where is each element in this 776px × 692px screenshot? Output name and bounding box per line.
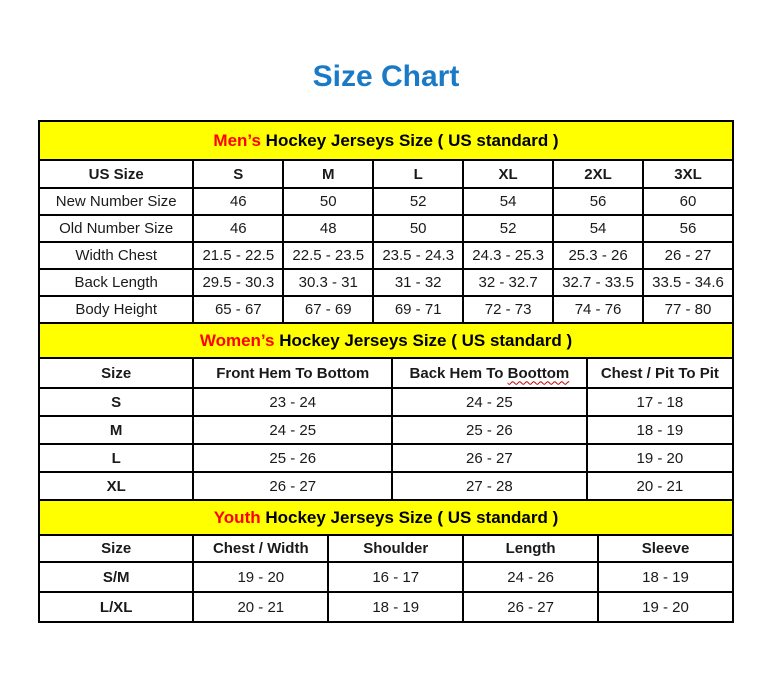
mens-value-cell: 48 xyxy=(283,215,373,242)
mens-value-cell: 50 xyxy=(283,188,373,215)
mens-value-cell: 29.5 - 30.3 xyxy=(193,269,283,296)
womens-row-label: L xyxy=(39,444,193,472)
youth-value-cell: 19 - 20 xyxy=(193,562,328,592)
mens-value-cell: 60 xyxy=(643,188,733,215)
mens-table-row xyxy=(39,188,733,215)
youth-value-cell: 24 - 26 xyxy=(463,562,598,592)
mens-header-cell: M xyxy=(283,160,373,188)
section-youth xyxy=(38,499,734,623)
youth-value-cell: 18 - 19 xyxy=(328,592,463,622)
mens-header-cell: US Size xyxy=(39,160,193,188)
mens-value-cell: 46 xyxy=(193,188,283,215)
youth-banner xyxy=(38,499,734,536)
womens-table-row xyxy=(39,444,733,472)
womens-row-label: S xyxy=(39,388,193,416)
mens-value-cell: 69 - 71 xyxy=(373,296,463,323)
youth-table xyxy=(38,534,734,623)
mens-header-cell: 3XL xyxy=(643,160,733,188)
youth-header-cell: Chest / Width xyxy=(193,535,328,562)
mens-value-cell: 46 xyxy=(193,215,283,242)
mens-table-row xyxy=(39,269,733,296)
mens-value-cell: 72 - 73 xyxy=(463,296,553,323)
misspelled-word: Boottom xyxy=(507,364,570,382)
youth-table-row xyxy=(39,562,733,592)
youth-header-row xyxy=(39,535,733,562)
mens-header-cell: S xyxy=(193,160,283,188)
section-womens xyxy=(38,322,734,501)
mens-value-cell: 56 xyxy=(643,215,733,242)
womens-value-cell: 23 - 24 xyxy=(193,388,392,416)
youth-value-cell: 26 - 27 xyxy=(463,592,598,622)
womens-header-cell: Front Hem To Bottom xyxy=(193,358,392,388)
youth-row-label: S/M xyxy=(39,562,193,592)
mens-value-cell: 21.5 - 22.5 xyxy=(193,242,283,269)
mens-value-cell: 23.5 - 24.3 xyxy=(373,242,463,269)
womens-value-cell: 26 - 27 xyxy=(193,472,392,500)
mens-value-cell: 77 - 80 xyxy=(643,296,733,323)
mens-value-cell: 50 xyxy=(373,215,463,242)
womens-value-cell: 17 - 18 xyxy=(587,388,733,416)
mens-table-row xyxy=(39,242,733,269)
youth-row-label: L/XL xyxy=(39,592,193,622)
mens-value-cell: 52 xyxy=(373,188,463,215)
mens-value-cell: 33.5 - 34.6 xyxy=(643,269,733,296)
youth-banner-highlight: Youth xyxy=(213,508,261,527)
mens-value-cell: 26 - 27 xyxy=(643,242,733,269)
mens-value-cell: 52 xyxy=(463,215,553,242)
section-mens xyxy=(38,120,734,324)
mens-value-cell: 25.3 - 26 xyxy=(553,242,643,269)
womens-banner-text: Hockey Jerseys Size ( US standard ) xyxy=(274,331,573,350)
womens-table-row xyxy=(39,388,733,416)
size-chart xyxy=(38,120,734,623)
mens-value-cell: 31 - 32 xyxy=(373,269,463,296)
mens-value-cell: 22.5 - 23.5 xyxy=(283,242,373,269)
youth-header-cell: Size xyxy=(39,535,193,562)
mens-header-cell: 2XL xyxy=(553,160,643,188)
mens-row-label: Back Length xyxy=(39,269,193,296)
youth-value-cell: 20 - 21 xyxy=(193,592,328,622)
mens-row-label: Old Number Size xyxy=(39,215,193,242)
page-title: Size Chart xyxy=(312,60,460,93)
mens-banner-text: Hockey Jerseys Size ( US standard ) xyxy=(260,131,559,150)
womens-value-cell: 27 - 28 xyxy=(392,472,587,500)
mens-banner-highlight: Men’s xyxy=(213,131,261,150)
mens-value-cell: 32.7 - 33.5 xyxy=(553,269,643,296)
womens-value-cell: 26 - 27 xyxy=(392,444,587,472)
mens-table-row xyxy=(39,296,733,323)
womens-table-row xyxy=(39,416,733,444)
womens-value-cell: 25 - 26 xyxy=(392,416,587,444)
youth-table-row xyxy=(39,592,733,622)
youth-banner-text: Hockey Jerseys Size ( US standard ) xyxy=(260,508,559,527)
mens-value-cell: 56 xyxy=(553,188,643,215)
mens-header-row xyxy=(39,160,733,188)
mens-row-label: Width Chest xyxy=(39,242,193,269)
womens-row-label: XL xyxy=(39,472,193,500)
womens-value-cell: 24 - 25 xyxy=(392,388,587,416)
mens-header-cell: XL xyxy=(463,160,553,188)
womens-header-cell: Chest / Pit To Pit xyxy=(587,358,733,388)
youth-value-cell: 18 - 19 xyxy=(598,562,733,592)
womens-value-cell: 18 - 19 xyxy=(587,416,733,444)
mens-value-cell: 74 - 76 xyxy=(553,296,643,323)
womens-header-cell: Back Hem To Boottom xyxy=(392,358,587,388)
mens-banner xyxy=(38,120,734,161)
youth-value-cell: 16 - 17 xyxy=(328,562,463,592)
mens-table xyxy=(38,159,734,324)
mens-value-cell: 54 xyxy=(553,215,643,242)
mens-value-cell: 30.3 - 31 xyxy=(283,269,373,296)
womens-banner-highlight: Women’s xyxy=(199,331,275,350)
youth-header-cell: Shoulder xyxy=(328,535,463,562)
womens-header-cell: Size xyxy=(39,358,193,388)
mens-value-cell: 24.3 - 25.3 xyxy=(463,242,553,269)
womens-banner xyxy=(38,322,734,359)
mens-table-row xyxy=(39,215,733,242)
womens-header-row xyxy=(39,358,733,388)
womens-row-label: M xyxy=(39,416,193,444)
mens-row-label: Body Height xyxy=(39,296,193,323)
youth-header-cell: Sleeve xyxy=(598,535,733,562)
mens-value-cell: 65 - 67 xyxy=(193,296,283,323)
mens-value-cell: 54 xyxy=(463,188,553,215)
mens-row-label: New Number Size xyxy=(39,188,193,215)
mens-value-cell: 32 - 32.7 xyxy=(463,269,553,296)
womens-value-cell: 19 - 20 xyxy=(587,444,733,472)
womens-value-cell: 24 - 25 xyxy=(193,416,392,444)
mens-value-cell: 67 - 69 xyxy=(283,296,373,323)
womens-value-cell: 25 - 26 xyxy=(193,444,392,472)
youth-header-cell: Length xyxy=(463,535,598,562)
womens-value-cell: 20 - 21 xyxy=(587,472,733,500)
youth-value-cell: 19 - 20 xyxy=(598,592,733,622)
womens-table xyxy=(38,357,734,501)
mens-header-cell: L xyxy=(373,160,463,188)
womens-table-row xyxy=(39,472,733,500)
